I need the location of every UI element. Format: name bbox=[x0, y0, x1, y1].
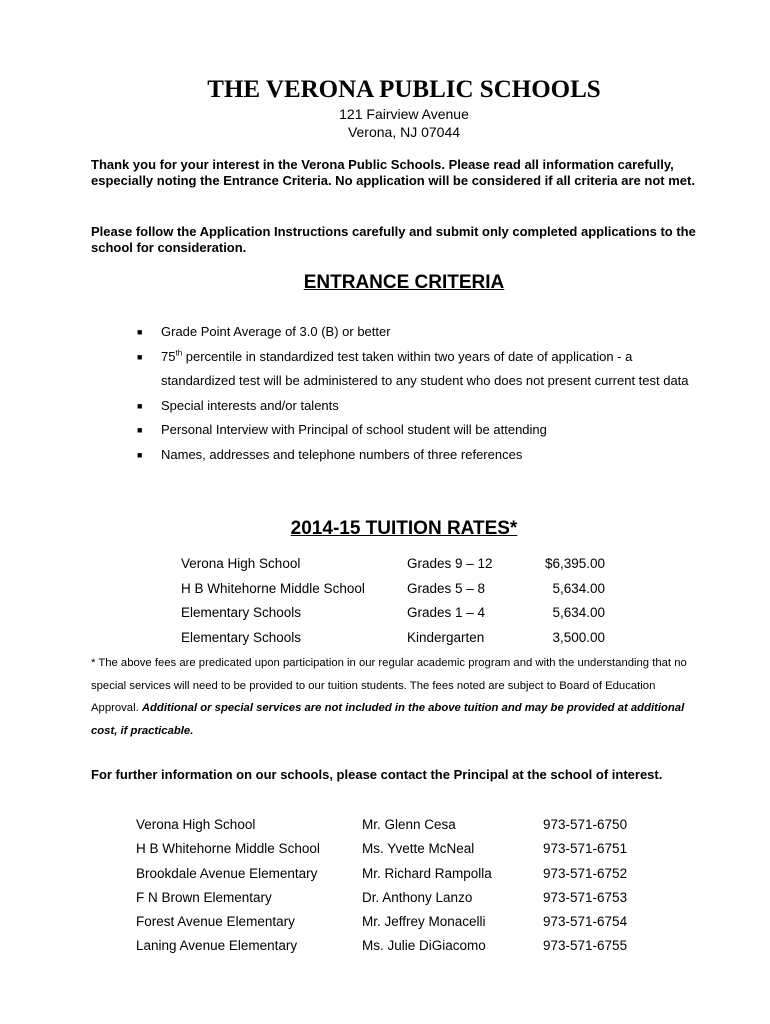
tuition-amount: 3,500.00 bbox=[552, 629, 605, 645]
bullet-icon: ■ bbox=[137, 425, 143, 435]
table-row bbox=[136, 815, 636, 839]
contact-phone: 973-571-6753 bbox=[543, 889, 628, 905]
table-row bbox=[181, 603, 611, 628]
table-row bbox=[136, 912, 636, 936]
tuition-amount: 5,634.00 bbox=[552, 605, 605, 620]
contact-school: Verona High School bbox=[136, 817, 256, 832]
tuition-school: Verona High School bbox=[181, 556, 301, 571]
contact-phone: 973-571-6755 bbox=[543, 938, 628, 954]
list-item bbox=[137, 345, 697, 394]
table-row bbox=[136, 936, 636, 960]
contact-school: Laning Avenue Elementary bbox=[136, 938, 298, 954]
tuition-grades: Grades 9 – 12 bbox=[407, 556, 493, 571]
criteria-list bbox=[137, 320, 697, 467]
contact-principal: Mr. Glenn Cesa bbox=[362, 817, 456, 832]
contact-principal: Ms. Julie DiGiacomo bbox=[362, 938, 486, 954]
contact-intro: For further information on our schools, please contact the Principal at the school of interest. bbox=[91, 767, 663, 782]
tuition-amount: $6,395.00 bbox=[544, 556, 605, 571]
contact-school: Brookdale Avenue Elementary bbox=[136, 865, 318, 881]
address-street: 121 Fairview Avenue bbox=[339, 106, 469, 122]
table-row bbox=[181, 628, 611, 653]
table-row bbox=[181, 579, 611, 604]
bullet-icon: ■ bbox=[137, 327, 143, 337]
tuition-school: H B Whitehorne Middle School bbox=[181, 580, 365, 596]
contact-principal: Mr. Jeffrey Monacelli bbox=[362, 914, 486, 930]
criteria-superscript: th bbox=[175, 348, 183, 358]
list-item bbox=[137, 443, 697, 468]
list-item bbox=[137, 418, 697, 443]
criteria-number: 75 bbox=[161, 348, 176, 364]
table-row bbox=[136, 888, 636, 912]
tuition-amount: 5,634.00 bbox=[552, 580, 605, 596]
tuition-heading: 2014-15 TUITION RATES* bbox=[290, 518, 518, 539]
criteria-text: Grade Point Average of 3.0 (B) or better bbox=[161, 324, 391, 339]
contact-principal: Dr. Anthony Lanzo bbox=[362, 889, 473, 905]
contacts-table bbox=[136, 815, 636, 961]
tuition-table bbox=[181, 554, 611, 652]
tuition-footnote bbox=[91, 652, 691, 742]
bullet-icon: ■ bbox=[137, 449, 143, 460]
instructions-paragraph: Please follow the Application Instructions carefully and submit only completed applications to the school for consideration. bbox=[91, 224, 696, 255]
contact-principal: Mr. Richard Rampolla bbox=[362, 865, 492, 881]
table-row bbox=[181, 554, 611, 579]
tuition-grades: Grades 5 – 8 bbox=[407, 580, 486, 596]
criteria-text: Personal Interview with Principal of school student will be attending bbox=[161, 422, 547, 437]
tuition-school: Elementary Schools bbox=[181, 629, 302, 645]
address-city: Verona, NJ 07044 bbox=[347, 124, 461, 140]
table-row bbox=[136, 839, 636, 863]
bullet-icon: ■ bbox=[137, 400, 143, 411]
intro-paragraph: Thank you for your interest in the Verona Public Schools. Please read all information carefully, especially noting the Entrance Criteria. No application will be considered if all criteria are not met. bbox=[91, 157, 695, 188]
criteria-text: Special interests and/or talents bbox=[161, 397, 339, 413]
tuition-grades: Grades 1 – 4 bbox=[407, 605, 486, 620]
criteria-text: percentile in standardized test taken within two years of date of application - a standardized test will be administered to any student who does not present current test data bbox=[161, 348, 689, 388]
contact-school: H B Whitehorne Middle School bbox=[136, 841, 320, 857]
footnote-emphasis: Additional or special services are not included in the above tuition and may be provided at additional cost, if practicable. bbox=[91, 702, 685, 737]
contact-phone: 973-571-6750 bbox=[543, 817, 628, 832]
entrance-criteria-heading: ENTRANCE CRITERIA bbox=[303, 272, 505, 293]
table-row bbox=[136, 864, 636, 888]
contact-phone: 973-571-6751 bbox=[543, 841, 628, 857]
footnote-text: * The above fees are predicated upon participation in our regular academic program and with the understanding that no special services will need to be provided to our tuition students. The fees noted are subject to Board of Education Approval. bbox=[91, 657, 687, 714]
contact-phone: 973-571-6752 bbox=[543, 865, 628, 881]
list-item bbox=[137, 394, 697, 419]
bullet-icon: ■ bbox=[137, 351, 143, 362]
contact-school: Forest Avenue Elementary bbox=[136, 914, 295, 930]
contact-school: F N Brown Elementary bbox=[136, 889, 272, 905]
tuition-school: Elementary Schools bbox=[181, 605, 302, 620]
contact-principal: Ms. Yvette McNeal bbox=[362, 841, 475, 857]
contact-phone: 973-571-6754 bbox=[543, 914, 628, 930]
criteria-text: Names, addresses and telephone numbers of three references bbox=[161, 446, 523, 462]
tuition-grades: Kindergarten bbox=[407, 629, 485, 645]
page-title: THE VERONA PUBLIC SCHOOLS bbox=[207, 76, 601, 103]
list-item bbox=[137, 320, 697, 345]
